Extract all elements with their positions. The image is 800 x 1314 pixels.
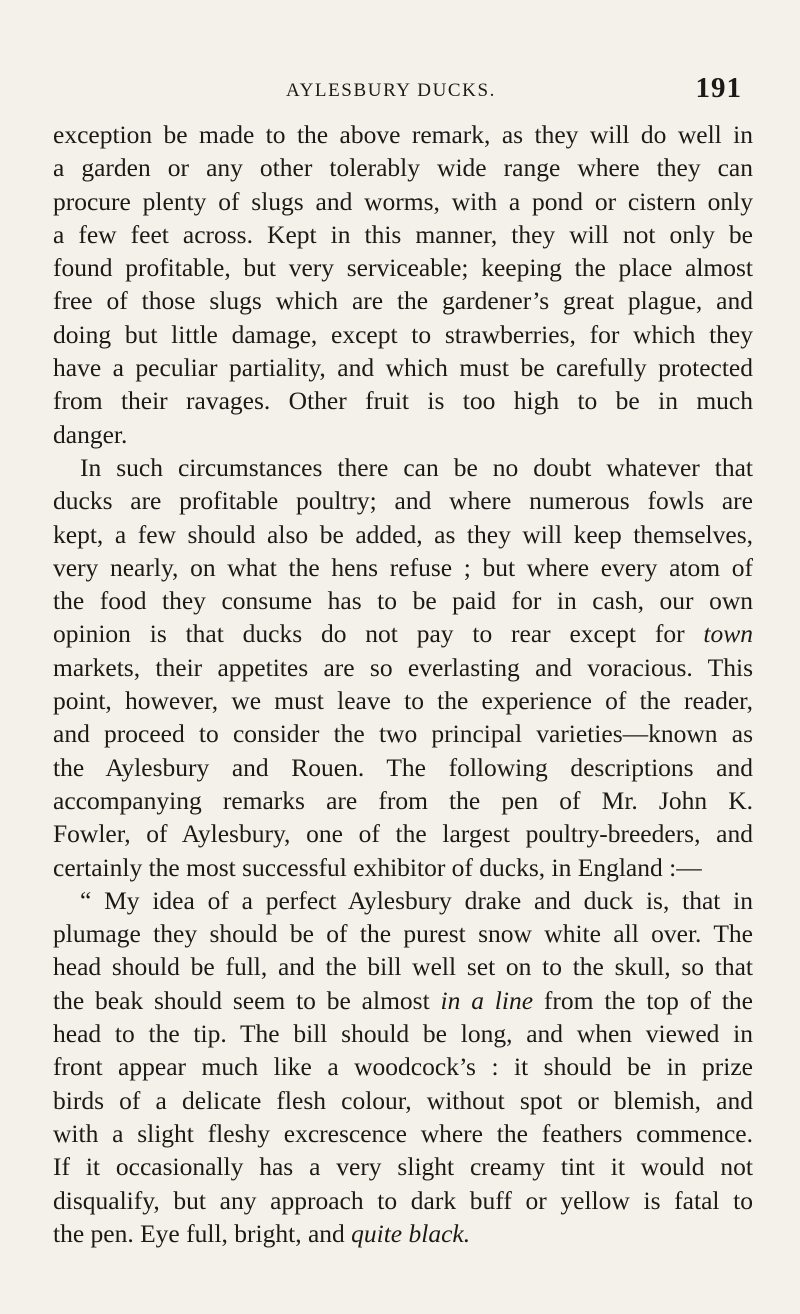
running-head [0,72,800,108]
text-line: danger. [53,419,128,449]
text-line: plumage they should be of the purest snow white all over. The [53,919,753,949]
text-line: a few feet across. Kept in this manner, they will not only be [53,219,753,249]
text-line: the Aylesbury and Rouen. The following descriptions and [53,752,753,782]
text-line: accompanying remarks are from the pen of Mr. John K. [53,785,753,815]
text-line: free of those slugs which are the gardener’s great plague, and [53,286,753,316]
text-line: procure plenty of slugs and worms, with a pond or cistern only [53,186,753,216]
text-line: markets, their appetites are so everlasting and voracious. This [53,652,753,682]
text-line: head should be full, and the bill well set on to the skull, so that [53,952,753,982]
text-line: doing but little damage, except to strawberries, for which they [53,319,753,349]
text-line: head to the tip. The bill should be long, and when viewed in [53,1019,753,1049]
text-line: kept, a few should also be added, as they will keep themselves, [53,519,753,549]
text-line: very nearly, on what the hens refuse ; but where every atom of [53,552,753,582]
text-line: found profitable, but very serviceable; keeping the place almost [53,253,753,283]
text-line: from their ravages. Other fruit is too high to be in much [53,386,753,416]
text-line: have a peculiar partiality, and which must be carefully protected [53,353,753,383]
text-line: If it occasionally has a very slight creamy tint it would not [53,1152,753,1182]
body-text [53,118,753,1250]
text-line: disqualify, but any approach to dark buff or yellow is fatal to [53,1185,753,1215]
text-line: exception be made to the above remark, as they will do well in [53,120,753,149]
paragraph-first-line: “ My idea of a perfect Aylesbury drake and duck is, that in [80,885,753,915]
text-line: with a slight fleshy excrescence where the feathers commence. [53,1118,753,1148]
text-line: a garden or any other tolerably wide range where they can [53,153,753,183]
text-line: the food they consume has to be paid for in cash, our own [53,586,753,616]
text-line: the beak should seem to be almost in a line from the top of the [53,985,754,1015]
text-line: certainly the most successful exhibitor of ducks, in England :— [53,852,702,882]
text-line: ducks are profitable poultry; and where numerous fowls are [53,486,753,516]
text-line: birds of a delicate flesh colour, without spot or blemish, and [53,1085,753,1115]
text-line: opinion is that ducks do not pay to rear except for town [53,619,753,649]
text-line: Fowler, of Aylesbury, one of the largest poultry-breeders, and [53,819,753,849]
page-number: 191 [695,72,742,104]
running-title: AYLESBURY DUCKS. [286,80,497,101]
paragraph-first-line: In such circumstances there can be no doubt whatever that [80,452,753,482]
text-line: point, however, we must leave to the experience of the reader, [53,686,753,716]
text-line: front appear much like a woodcock’s : it should be in prize [53,1052,753,1082]
text-line: the pen. Eye full, bright, and quite black. [53,1218,471,1248]
text-line: and proceed to consider the two principal varieties—known as [53,719,753,749]
